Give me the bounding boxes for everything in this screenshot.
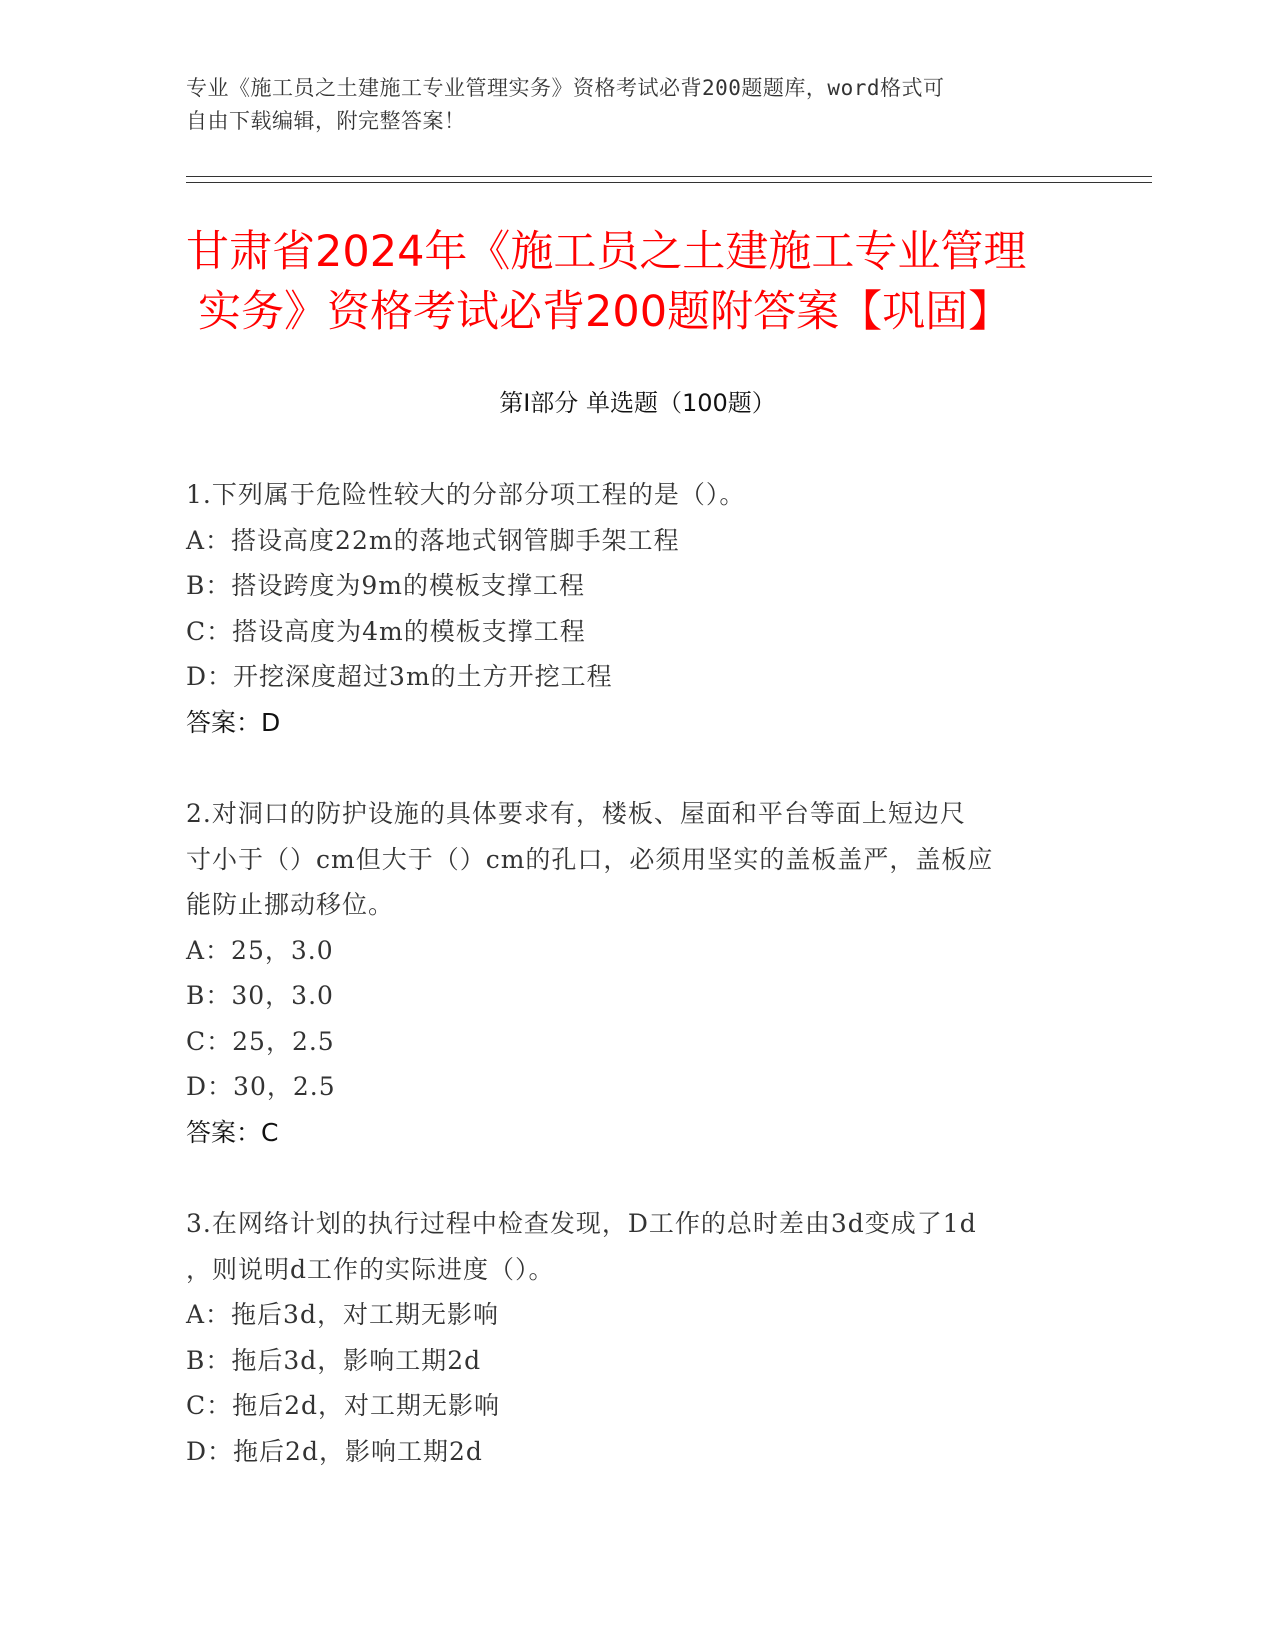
option-b: B：30，3.0	[186, 981, 334, 1010]
option-b: B：拖后3d，影响工期2d	[186, 1345, 482, 1375]
header-divider	[186, 176, 1152, 183]
option-d: D：拖后2d，影响工期2d	[186, 1436, 483, 1466]
title-line-2: 实务》资格考试必背200题附答案【巩固】	[198, 287, 1012, 337]
header-note	[186, 72, 1066, 138]
answer: 答案：D	[186, 707, 281, 737]
question-text: 3.在网络计划的执行过程中检查发现，D工作的总时差由3d变成了1d	[186, 1209, 977, 1238]
option-c: C：拖后2d，对工期无影响	[186, 1391, 501, 1420]
option-b: B：搭设跨度为9m的模板支撑工程	[186, 571, 585, 600]
question-2	[186, 791, 1076, 1155]
header-note-line-1: 专业《施工员之土建施工专业管理实务》资格考试必背200题题库，word格式可	[186, 76, 945, 100]
option-d: D：30，2.5	[186, 1072, 336, 1101]
option-a: A：搭设高度22m的落地式钢管脚手架工程	[186, 525, 680, 555]
answer: 答案：C	[186, 1117, 279, 1147]
question-text: 能防止挪动移位。	[186, 890, 395, 919]
question-text: ，则说明d工作的实际进度（）。	[186, 1254, 555, 1284]
question-3	[186, 1201, 1076, 1474]
option-a: A：拖后3d，对工期无影响	[186, 1300, 499, 1329]
question-text: 2.对洞口的防护设施的具体要求有，楼板、屋面和平台等面上短边尺	[186, 799, 966, 828]
section-heading: 第Ⅰ部分 单选题（100题）	[499, 389, 776, 417]
question-1	[186, 472, 1076, 745]
title-line-1: 甘肃省2024年《施工员之土建施工专业管理	[186, 227, 1027, 277]
question-text: 1.下列属于危险性较大的分部分项工程的是（）。	[186, 480, 746, 509]
option-d: D：开挖深度超过3m的土方开挖工程	[186, 662, 613, 691]
header-note-line-2: 自由下载编辑，附完整答案！	[186, 109, 466, 133]
option-a: A：25，3.0	[186, 935, 334, 965]
question-list	[186, 472, 1076, 1520]
option-c: C：搭设高度为4m的模板支撑工程	[186, 616, 586, 646]
question-text: 寸小于（）cm但大于（）cm的孔口，必须用坚实的盖板盖严，盖板应	[186, 844, 994, 874]
option-c: C：25，2.5	[186, 1026, 335, 1056]
document-title	[186, 222, 1086, 342]
